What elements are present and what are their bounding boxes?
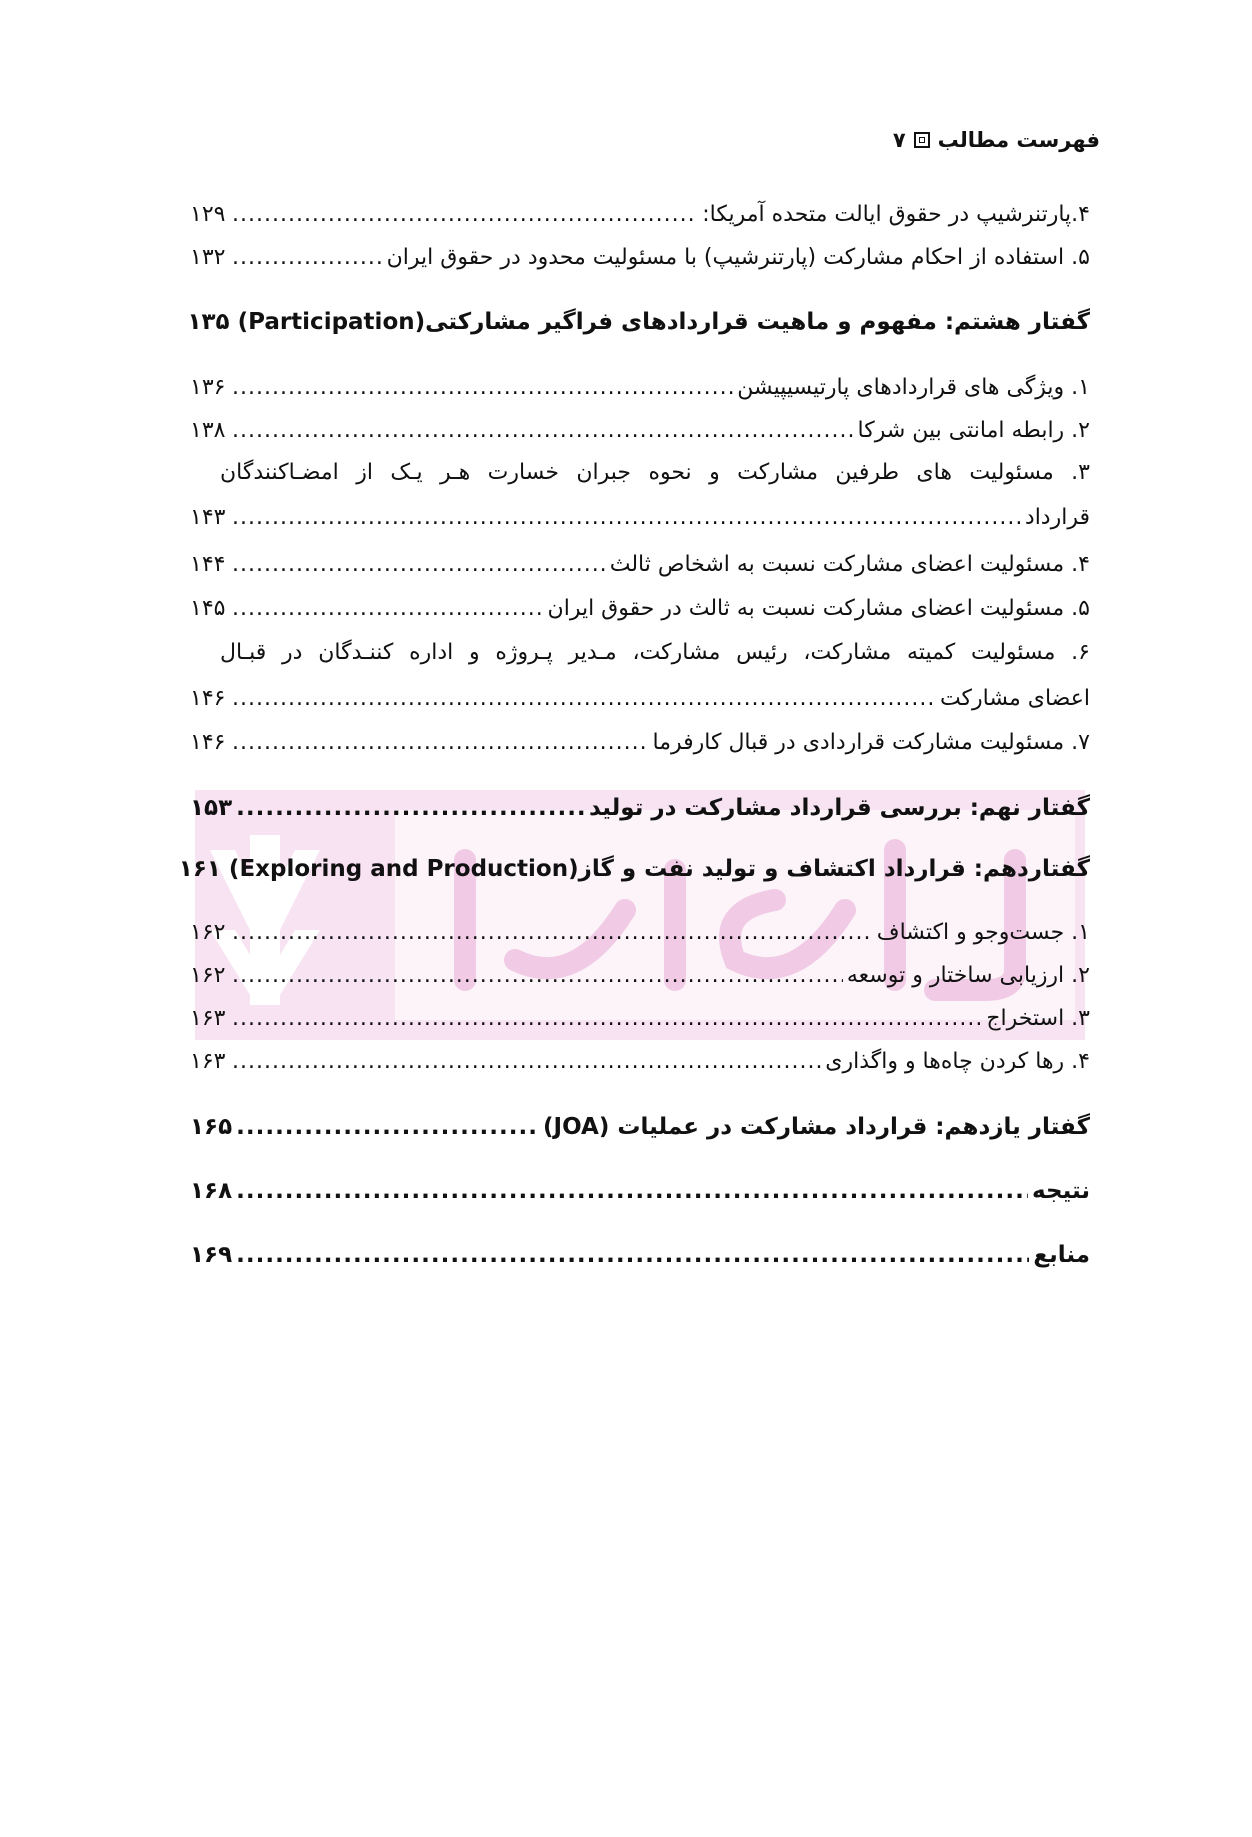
- dot-leader: [232, 202, 698, 227]
- toc-entry[interactable]: ۲. رابطه امانتی بین شرکا ..... ۱۳۸: [190, 418, 1090, 443]
- dot-leader: [232, 552, 606, 577]
- square-ornament-icon: [914, 132, 930, 148]
- dadbazar-logo-watermark-icon: [195, 790, 1085, 1040]
- toc-entry[interactable]: ۷. مسئولیت مشارکت قراردادی در قبال کارفرما ..... ۱۴۶: [190, 730, 1090, 755]
- toc-chapter[interactable]: نتیجه ..... ۱۶۸: [190, 1178, 1090, 1204]
- dot-leader: [236, 1178, 1028, 1204]
- toc-entry[interactable]: ۴. رها کردن چاه‌ها و واگذاری ..... ۱۶۳: [190, 1049, 1090, 1074]
- toc-entry[interactable]: ۳. استخراج ..... ۱۶۳: [190, 1006, 1090, 1031]
- toc-chapter[interactable]: گفتار یازدهم: قرارداد مشارکت در عملیات (JOA) ..... ۱۶۵: [190, 1114, 1090, 1140]
- toc-entry[interactable]: ۴. مسئولیت اعضای مشارکت نسبت به اشخاص ثالث ..... ۱۴۴: [190, 552, 1090, 577]
- header-title: فهرست مطالب: [937, 128, 1100, 152]
- toc-chapter[interactable]: گفتار هشتم: مفهوم و ماهیت قراردادهای فراگیر مشارکتی(Participation) ۱۳۵: [187, 309, 1090, 335]
- header-page-number: ۷: [892, 128, 906, 152]
- running-header: [893, 128, 1100, 152]
- dot-leader: [232, 1049, 821, 1074]
- toc-entry[interactable]: ۴.پارتنرشیپ در حقوق ایالت متحده آمریکا: ..... ۱۲۹: [190, 202, 1090, 227]
- toc-entry[interactable]: ۱. جست‌وجو و اکتشاف ..... ۱۶۲: [190, 920, 1090, 945]
- toc-chapter[interactable]: منابع ..... ۱۶۹: [190, 1242, 1090, 1268]
- dot-leader: [232, 245, 383, 270]
- dot-leader: [232, 596, 544, 621]
- dot-leader: [232, 963, 843, 988]
- dot-leader: [232, 1006, 982, 1031]
- toc-entry[interactable]: ۵. استفاده از احکام مشارکت (پارتنرشیپ) با مسئولیت محدود در حقوق ایران ..... ۱۳۲: [190, 245, 1090, 270]
- dot-leader: [232, 920, 873, 945]
- dot-leader: [236, 1114, 539, 1140]
- toc-entry[interactable]: ۱. ویژگی های قراردادهای پارتیسیپیشن ..... ۱۳۶: [190, 375, 1090, 400]
- toc-chapter[interactable]: گفتاردهم: قرارداد اکتشاف و تولید نفت و گاز(Exploring and Production) ۱۶۱: [178, 856, 1090, 882]
- dot-leader: [232, 686, 936, 711]
- toc-entry[interactable]: قرارداد ..... ۱۴۳: [190, 505, 1090, 530]
- toc-entry-line1: ۳. مسئولیت های طرفین مشارکت و نحوه جبران خسارت هـر یـک از امضـاکنندگان: [220, 460, 1090, 485]
- dot-leader: [236, 795, 585, 821]
- dot-leader: [232, 730, 649, 755]
- toc-entry[interactable]: ۲. ارزیابی ساختار و توسعه ..... ۱۶۲: [190, 963, 1090, 988]
- toc-chapter[interactable]: گفتار نهم: بررسی قرارداد مشارکت در تولید ..... ۱۵۳: [190, 795, 1090, 821]
- dot-leader: [232, 418, 854, 443]
- toc-entry[interactable]: ۵. مسئولیت اعضای مشارکت نسبت به ثالث در حقوق ایران ..... ۱۴۵: [190, 596, 1090, 621]
- dot-leader: [232, 505, 1021, 530]
- toc-entry-line1: ۶. مسئولیت کمیته مشارکت، رئیس مشارکت، مـدیر پـروژه و اداره کننـدگان در قبـال: [220, 640, 1090, 665]
- toc-entry[interactable]: اعضای مشارکت ..... ۱۴۶: [190, 686, 1090, 711]
- dot-leader: [236, 1242, 1029, 1268]
- dot-leader: [232, 375, 733, 400]
